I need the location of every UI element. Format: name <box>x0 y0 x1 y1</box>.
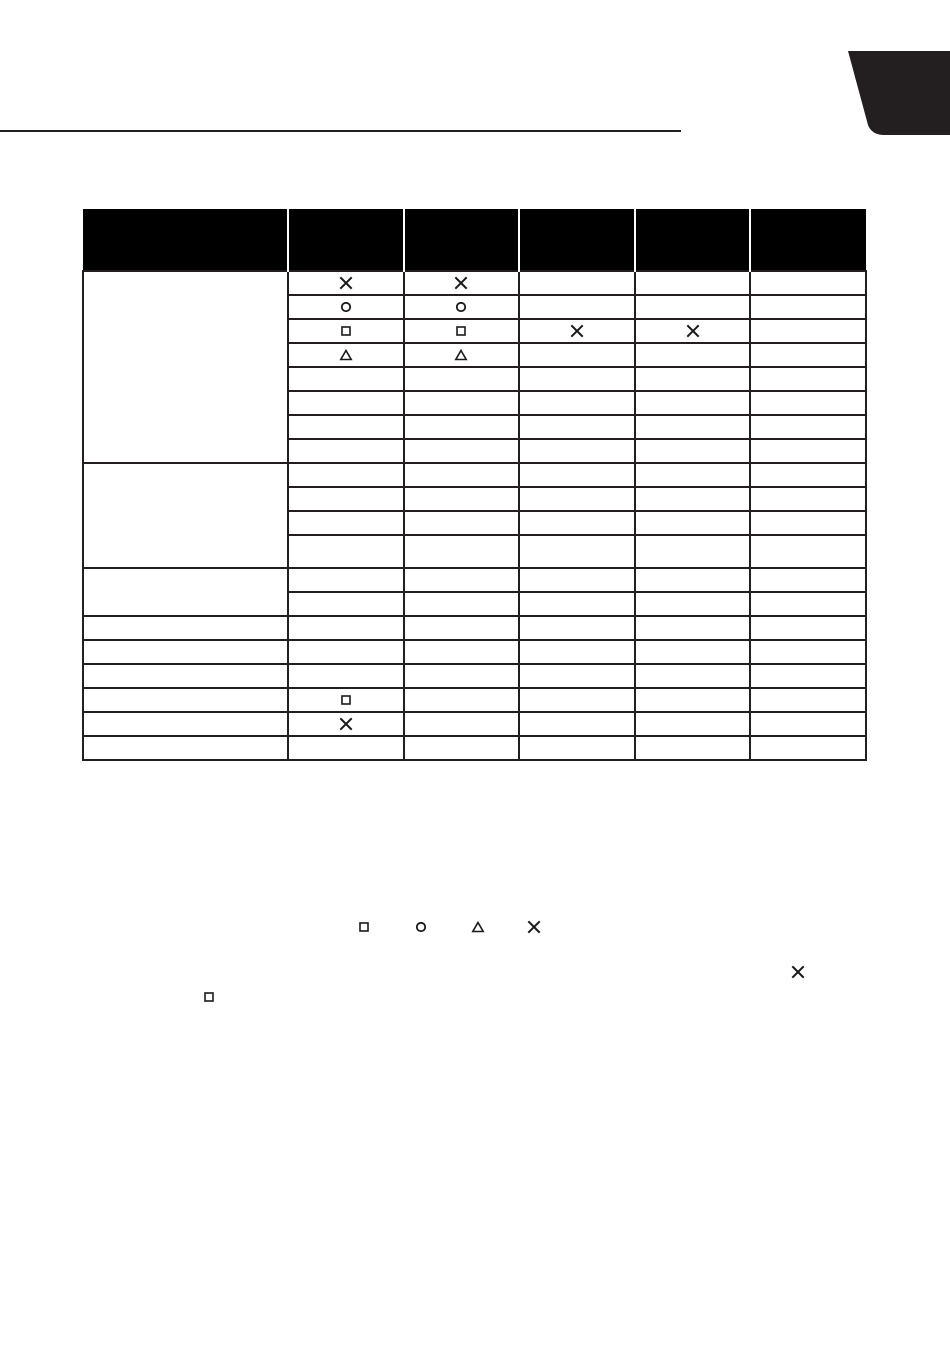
table-cell <box>519 415 635 439</box>
table-cell <box>635 415 751 439</box>
table-row <box>83 640 866 664</box>
table-cell <box>404 463 520 487</box>
chapter-tab <box>848 49 950 135</box>
table-cell <box>404 535 520 568</box>
table-cell <box>404 712 520 736</box>
table-cell <box>750 592 866 616</box>
table-cell <box>635 664 751 688</box>
table-header-row <box>83 209 866 271</box>
table-cell <box>404 688 520 712</box>
row-group-label <box>83 736 288 760</box>
table-cell <box>288 664 404 688</box>
table-cell <box>750 415 866 439</box>
triangle-icon <box>454 348 468 362</box>
table-cell <box>404 616 520 640</box>
cross-icon <box>339 276 353 290</box>
header-cell <box>404 209 520 271</box>
table-cell <box>288 736 404 760</box>
table-cell <box>404 343 520 367</box>
table-cell <box>635 463 751 487</box>
table-cell <box>750 343 866 367</box>
table-cell <box>288 592 404 616</box>
table-cell <box>519 391 635 415</box>
row-group-label <box>83 664 288 688</box>
table-cell <box>288 640 404 664</box>
table-cell <box>519 511 635 535</box>
note-cross-icon <box>791 965 805 979</box>
compatibility-table <box>82 209 867 761</box>
square-icon <box>454 324 468 338</box>
table-cell <box>288 343 404 367</box>
table-cell <box>750 535 866 568</box>
table-cell <box>404 487 520 511</box>
table-cell <box>288 688 404 712</box>
circle-icon <box>339 300 353 314</box>
cross-icon <box>339 717 353 731</box>
table-cell <box>635 616 751 640</box>
table-cell <box>635 271 751 295</box>
table-cell <box>404 664 520 688</box>
table-cell <box>519 463 635 487</box>
table-row <box>83 616 866 640</box>
table-cell <box>288 439 404 463</box>
table-cell <box>404 640 520 664</box>
table-cell <box>288 319 404 343</box>
row-group-label <box>83 688 288 712</box>
table-body <box>83 271 866 760</box>
table-cell <box>635 319 751 343</box>
table-cell <box>519 712 635 736</box>
table-cell <box>750 391 866 415</box>
cross-icon <box>686 324 700 338</box>
table-cell <box>635 487 751 511</box>
circle-icon <box>454 300 468 314</box>
table-cell <box>288 391 404 415</box>
table-cell <box>635 295 751 319</box>
table-row <box>83 736 866 760</box>
table-cell <box>750 487 866 511</box>
table-cell <box>519 616 635 640</box>
cross-icon <box>454 276 468 290</box>
table-cell <box>519 487 635 511</box>
table-cell <box>750 463 866 487</box>
table-cell <box>635 367 751 391</box>
table-cell <box>404 415 520 439</box>
table-cell <box>404 511 520 535</box>
table-cell <box>519 535 635 568</box>
cross-icon <box>570 324 584 338</box>
table-cell <box>750 640 866 664</box>
table-cell <box>635 736 751 760</box>
row-group-label <box>83 616 288 640</box>
table-row <box>83 664 866 688</box>
legend-square-icon <box>357 920 371 934</box>
table-cell <box>750 712 866 736</box>
table-row <box>83 271 866 295</box>
table-cell <box>288 367 404 391</box>
legend-triangle-icon <box>471 920 485 934</box>
table-cell <box>288 535 404 568</box>
square-icon <box>339 324 353 338</box>
row-group-label <box>83 712 288 736</box>
table-cell <box>404 295 520 319</box>
table-cell <box>635 535 751 568</box>
table-cell <box>404 592 520 616</box>
table-cell <box>635 343 751 367</box>
table-row <box>83 463 866 487</box>
table-cell <box>750 736 866 760</box>
table-cell <box>519 319 635 343</box>
header-cell <box>288 209 404 271</box>
table-cell <box>288 487 404 511</box>
symbol-legend <box>357 920 557 936</box>
table-cell <box>750 319 866 343</box>
header-cell <box>83 209 288 271</box>
legend-circle-icon <box>414 920 428 934</box>
table-cell <box>288 712 404 736</box>
table-cell <box>750 295 866 319</box>
table-cell <box>519 640 635 664</box>
table-cell <box>288 463 404 487</box>
header-cell <box>750 209 866 271</box>
table-cell <box>519 343 635 367</box>
row-group-label <box>83 463 288 568</box>
table-row <box>83 568 866 592</box>
table-cell <box>519 367 635 391</box>
table-cell <box>635 568 751 592</box>
table-cell <box>635 688 751 712</box>
table-cell <box>404 439 520 463</box>
legend-cross-icon <box>527 920 541 934</box>
table-row <box>83 712 866 736</box>
header-cell <box>635 209 751 271</box>
table-cell <box>404 367 520 391</box>
table-cell <box>288 616 404 640</box>
row-group-label <box>83 271 288 463</box>
table-cell <box>635 592 751 616</box>
table-cell <box>750 511 866 535</box>
table-cell <box>404 391 520 415</box>
table-cell <box>750 616 866 640</box>
table-cell <box>519 688 635 712</box>
table-cell <box>519 736 635 760</box>
table-cell <box>519 592 635 616</box>
table-cell <box>404 319 520 343</box>
table-row <box>83 688 866 712</box>
table-cell <box>635 511 751 535</box>
row-group-label <box>83 568 288 616</box>
table-cell <box>404 736 520 760</box>
table-cell <box>288 295 404 319</box>
table-cell <box>404 568 520 592</box>
table-cell <box>288 271 404 295</box>
triangle-icon <box>339 348 353 362</box>
header-rule <box>0 130 681 132</box>
table-cell <box>519 568 635 592</box>
table-cell <box>635 391 751 415</box>
table-cell <box>519 271 635 295</box>
table-cell <box>288 568 404 592</box>
note-square-icon <box>202 990 216 1004</box>
square-icon <box>339 693 353 707</box>
table-cell <box>519 295 635 319</box>
table-cell <box>288 415 404 439</box>
table-cell <box>635 640 751 664</box>
table-cell <box>404 271 520 295</box>
table-cell <box>635 439 751 463</box>
table-cell <box>750 439 866 463</box>
row-group-label <box>83 640 288 664</box>
table-cell <box>750 664 866 688</box>
table-cell <box>750 688 866 712</box>
table-cell <box>750 568 866 592</box>
table-cell <box>288 511 404 535</box>
table-cell <box>750 271 866 295</box>
table-cell <box>519 664 635 688</box>
header-cell <box>519 209 635 271</box>
table-cell <box>635 712 751 736</box>
table-cell <box>519 439 635 463</box>
table-cell <box>750 367 866 391</box>
